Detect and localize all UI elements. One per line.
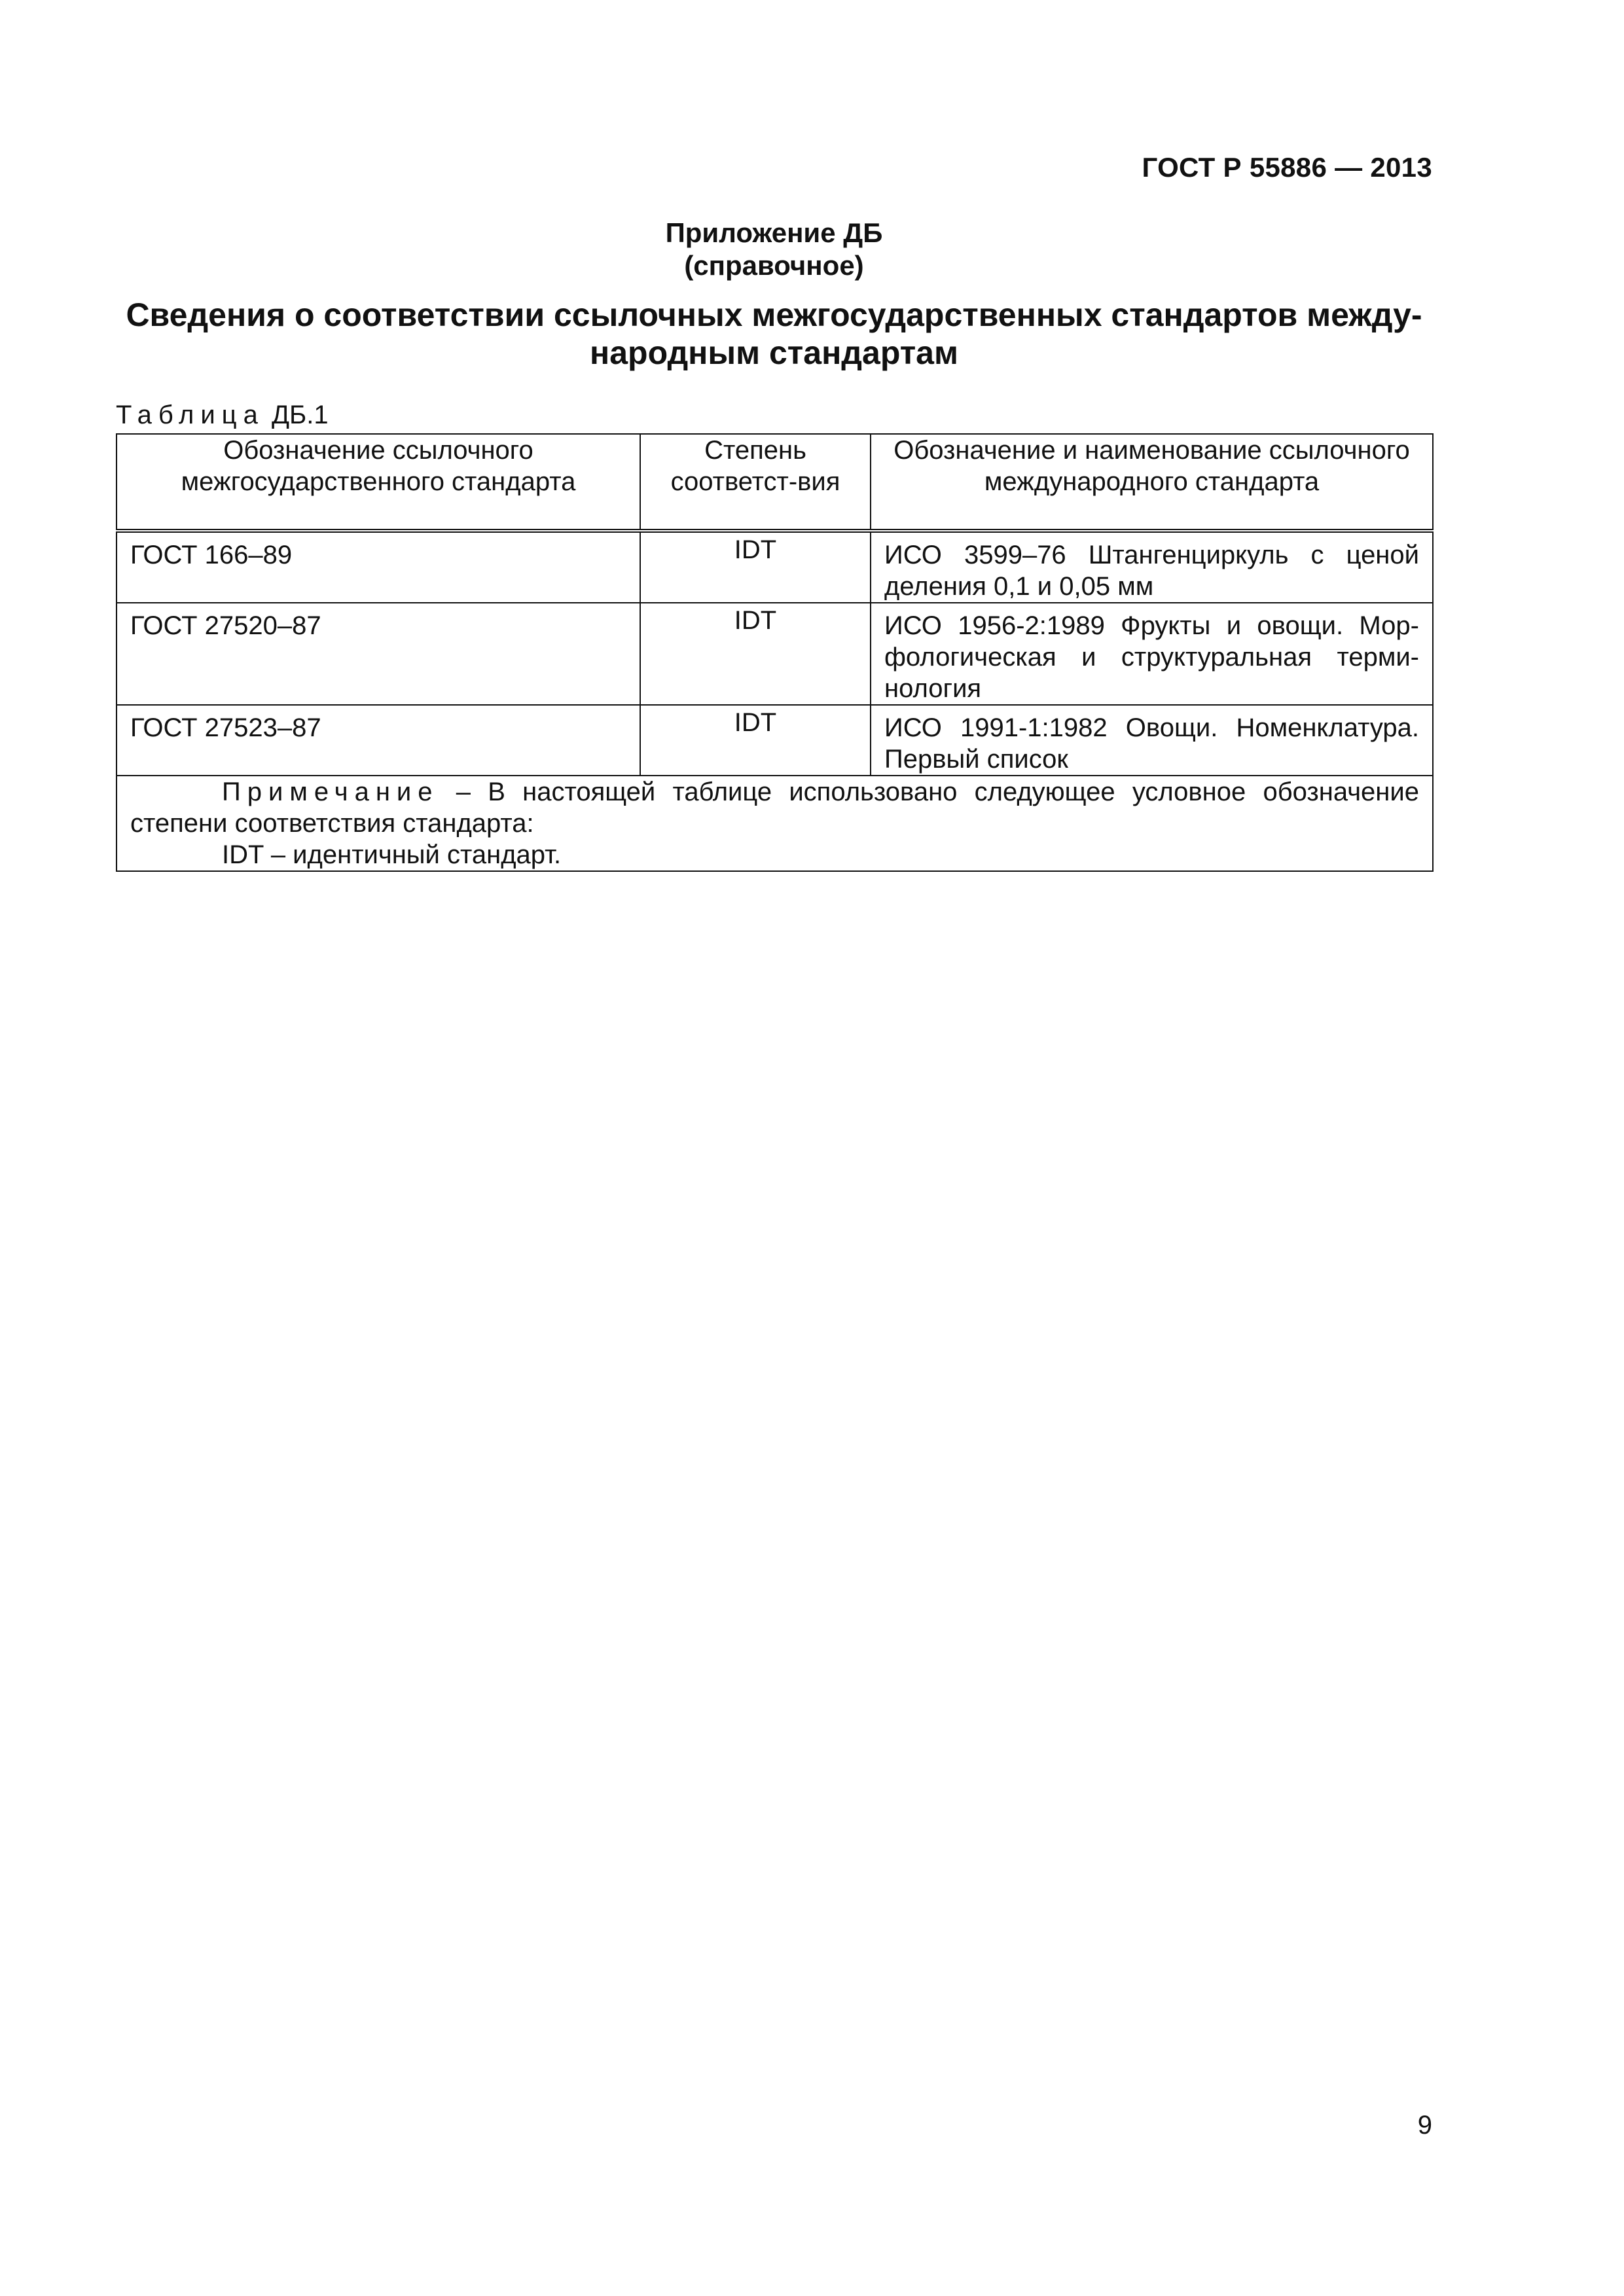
cell-gost: ГОСТ 166–89: [117, 531, 640, 603]
standards-table: [116, 433, 1434, 872]
table-row: [117, 603, 1433, 705]
note-legend: IDT – идентичный стандарт.: [222, 840, 562, 869]
table-note: [117, 776, 1433, 871]
table-note-row: [117, 776, 1433, 871]
section-title: [116, 296, 1432, 372]
note-text: [130, 776, 1419, 839]
appendix-heading: [116, 217, 1432, 282]
cell-international: ИСО 1991-1:1982 Овощи. Номенклатура. Первый список: [871, 705, 1433, 776]
table-caption-number: ДБ.1: [271, 401, 329, 429]
table-caption-prefix: Таблица: [116, 401, 264, 429]
header-degree-of-conformity: Степень соответст-вия: [640, 434, 871, 531]
note-body: – В настоящей таблице использовано следующее условное обозначение степени соответствия стандарта:: [130, 778, 1419, 838]
appendix-title: Приложение ДБ: [665, 217, 883, 248]
page-number: 9: [1417, 2111, 1432, 2140]
note-label: Примечание: [222, 778, 439, 806]
cell-degree: IDT: [640, 705, 871, 776]
cell-degree: IDT: [640, 603, 871, 705]
appendix-subtitle: (справочное): [684, 250, 864, 281]
cell-gost: ГОСТ 27520–87: [117, 603, 640, 705]
header-international-standard: Обозначение и наименование ссылочного международного стандарта: [871, 434, 1433, 531]
header-gost-designation: Обозначение ссылочного межгосударственного стандарта: [117, 434, 640, 531]
cell-international: ИСО 3599–76 Штангенциркуль с ценой деления 0,1 и 0,05 мм: [871, 531, 1433, 603]
table-caption: [116, 401, 329, 430]
table-row: [117, 705, 1433, 776]
cell-gost: ГОСТ 27523–87: [117, 705, 640, 776]
table-header-row: [117, 434, 1433, 531]
section-title-line-2: народным стандартам: [590, 334, 958, 371]
cell-degree: IDT: [640, 531, 871, 603]
cell-international: ИСО 1956-2:1989 Фрукты и овощи. Мор-фологическая и структуральная терми-нология: [871, 603, 1433, 705]
document-code: ГОСТ Р 55886 — 2013: [1142, 152, 1432, 183]
section-title-line-1: Сведения о соответствии ссылочных межгосударственных стандартов между-: [126, 296, 1422, 333]
table-row: [117, 531, 1433, 603]
